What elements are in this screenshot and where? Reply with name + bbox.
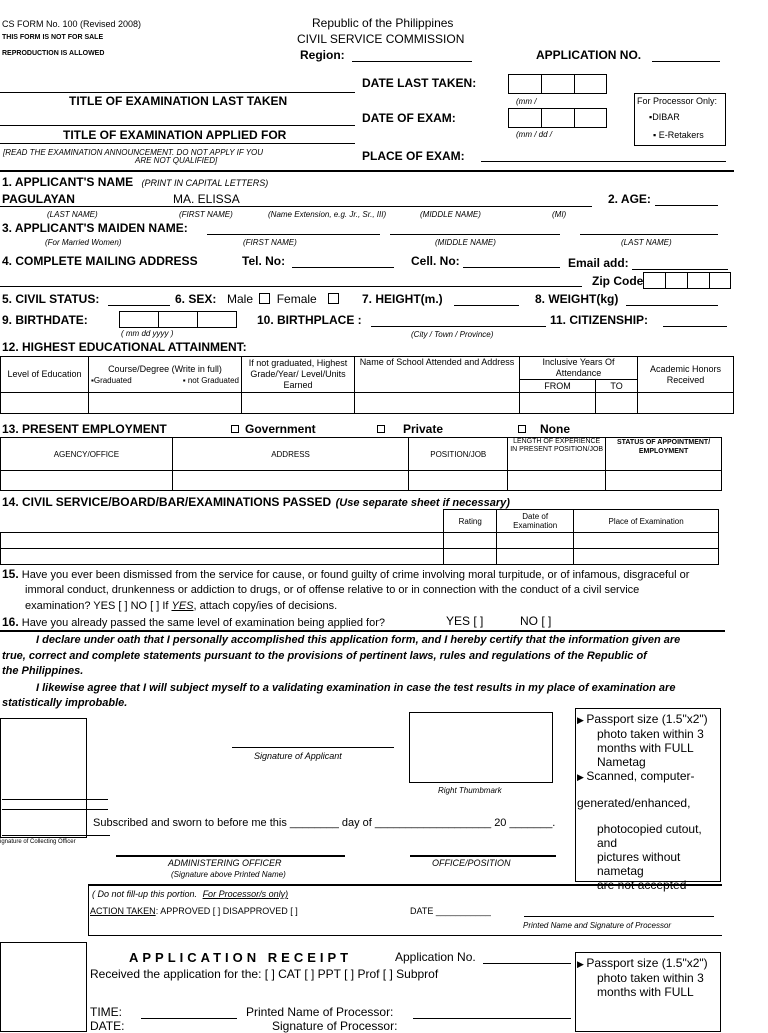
citizenship-field[interactable] [663,326,727,327]
date-last-taken-label: DATE LAST TAKEN: [362,76,477,90]
receipt-received-text[interactable]: Received the application for the: [ ] CAT [ ] PPT [ ] Prof [ ] Subprof [90,967,439,981]
declaration-line5: statistically improbable. [2,697,128,709]
processor-date-field[interactable]: DATE ___________ [410,906,491,916]
receipt-photo-line2: photo taken within 3 months with FULL [597,971,704,999]
q15-yes-emphasis: YES [171,600,194,612]
title-applied-field[interactable] [0,125,355,126]
col-agency: AGENCY/OFFICE [1,438,173,471]
government-checkbox[interactable] [231,425,239,433]
none-label: None [540,422,570,436]
triangle-right-icon: ▶ [577,772,587,782]
age-field[interactable] [655,205,718,206]
q16-text: Have you already passed the same level of examination being applied for? [21,617,385,629]
zip-code-label: Zip Code [592,274,644,288]
maiden-middle-name-field[interactable] [390,234,560,235]
office-position-line[interactable] [410,855,556,857]
birthdate-hint: ( mm dd yyyy ) [121,329,174,338]
photo-note-line3: Nametag [597,755,646,769]
sex-female-label: Female [276,292,317,306]
declaration-line2: true, correct and complete statements pursuant to the provisions of pertinent laws, rules and regulations of the Republic of [2,650,647,662]
age-label: 2. AGE: [608,192,651,206]
col-date-of-exam: Date of Examination [497,510,574,533]
middle-name-hint: (MIDDLE NAME) [420,210,481,219]
triangle-right-icon: ▶ [577,715,587,725]
col-to: TO [596,380,638,393]
col-not-graduated: If not graduated, Highest Grade/Year/ Level/Units Earned [242,357,355,393]
application-no-label: APPLICATION NO. [536,48,642,62]
not-graduated-label: not Graduated [187,375,239,385]
email-label: Email add: [568,256,629,270]
tel-field[interactable] [292,267,394,268]
name-extension-hint: (Name Extension, e.g. Jr., Sr., III) [268,210,387,219]
q16-number: 16. [2,615,19,629]
q15-line1: Have you ever been dismissed from the service for cause, or found guilty of crime involving moral turpitude, or of infamous, disgraceful or [21,569,690,581]
receipt-signature-label: Signature of Processor: [272,1019,398,1033]
col-level: Level of Education [1,357,89,393]
maiden-last-name-field[interactable] [580,234,718,235]
maiden-middle-hint: (MIDDLE NAME) [435,238,496,247]
applicant-signature-line[interactable] [232,747,394,748]
photo-instructions-box [575,708,721,882]
processor-dibar: DIBAR [652,112,680,122]
bullet-icon: ▪ [653,130,659,140]
col-from: FROM [520,380,596,393]
collecting-officer-label: ignature of Collecting Officer [0,839,76,845]
birthplace-hint: (City / Town / Province) [411,330,494,339]
table-row [1,533,719,549]
applicant-name-hint: (PRINT IN CAPITAL LETTERS) [141,178,269,188]
right-thumbmark-box[interactable] [409,712,553,783]
bullet-icon: ▪ [649,112,653,122]
declaration-line3: the Philippines. [2,665,84,677]
weight-field[interactable] [626,305,718,306]
none-checkbox[interactable] [518,425,526,433]
photo-note-line5: generated/enhanced, [577,796,691,810]
private-checkbox[interactable] [377,425,385,433]
photo-note-line7: pictures without nametag [597,850,681,878]
date-last-taken-hint: (mm / [516,97,537,106]
date-of-exam-label: DATE OF EXAM: [362,111,456,125]
region-field[interactable] [352,61,472,62]
title-last-taken-label: TITLE OF EXAMINATION LAST TAKEN [69,94,288,108]
applicant-name-label: 1. APPLICANT'S NAME [2,175,134,189]
place-of-exam-label: PLACE OF EXAM: [362,149,465,163]
cell-label: Cell. No: [411,254,460,268]
birthplace-field[interactable] [371,326,546,327]
employment-table [0,437,722,491]
weight-label: 8. WEIGHT(kg) [535,292,619,306]
processor-eretakers: E-Retakers [658,130,704,140]
processor-signature-line[interactable] [524,916,714,917]
table-row [1,393,734,414]
col-rating: Rating [444,510,497,533]
commission-heading: CIVIL SERVICE COMMISSION [297,32,465,46]
mi-hint: (MI) [552,210,567,219]
col-address: ADDRESS [172,438,409,471]
photo-note-line6: photocopied cutout, and [597,822,702,850]
q15-line2: immoral conduct, drunkenness or addiction to drugs, or of offense relative to or in connection with the conduct of a civil service [25,584,640,596]
id-photo-box-left[interactable] [0,718,87,838]
receipt-processor-name-field[interactable] [413,1018,571,1019]
citizenship-label: 11. CITIZENSHIP: [550,313,649,327]
government-label: Government [245,422,316,436]
administering-officer-line[interactable] [116,855,345,857]
graduated-label: Graduated [93,375,132,385]
sex-label: 6. SEX: [175,292,217,306]
receipt-app-no-field[interactable] [483,963,571,964]
sex-female-checkbox[interactable] [328,293,339,304]
zip-code-boxes[interactable] [643,272,731,289]
first-name-hint: (FIRST NAME) [179,210,233,219]
receipt-photo-line1: Passport size (1.5"x2") [586,956,708,970]
q15-line3: examination? YES [ ] NO [ ] If [25,600,169,612]
right-thumbmark-label: Right Thumbmark [438,786,502,795]
region-label: Region: [300,48,345,62]
col-course [89,357,242,393]
declaration-line1: I declare under oath that I personally accomplished this application form, and I hereby certify that the information given are [36,634,681,646]
date-of-exam-boxes[interactable] [508,108,607,128]
email-field[interactable] [632,269,728,270]
office-position-label: OFFICE/POSITION [432,858,511,868]
col-honors: Academic Honors Received [638,357,734,393]
for-processor-note: For Processor/s only) [202,889,289,899]
processor-only-title: For Processor Only: [637,96,718,106]
administering-officer-label: ADMINISTERING OFFICER [168,858,282,868]
education-title: 12. HIGHEST EDUCATIONAL ATTAINMENT: [2,340,247,354]
birthdate-boxes[interactable] [119,311,237,328]
bullet-icon: ▪ [91,375,94,385]
civil-status-label: 5. CIVIL STATUS: [2,292,100,306]
action-taken-options[interactable]: : APPROVED [ ] DISAPPROVED [ ] [155,906,298,916]
applicant-last-name-value[interactable]: PAGULAYAN [2,192,75,206]
tel-label: Tel. No: [242,254,286,268]
private-label: Private [403,422,444,436]
photo-note-line4: Scanned, computer- [586,769,695,783]
receipt-processor-name-label: Printed Name of Processor: [246,1005,394,1019]
cell-field[interactable] [463,267,560,268]
col-position: POSITION/JOB [409,438,508,471]
maiden-last-hint: (LAST NAME) [621,238,672,247]
date-last-taken-boxes[interactable] [508,74,607,94]
birthdate-label: 9. BIRTHDATE: [2,313,88,327]
receipt-photo-box[interactable] [0,942,87,1032]
processor-only-box [634,93,726,146]
photo-note-line1: Passport size (1.5"x2") [586,712,708,726]
birthplace-label: 10. BIRTHPLACE : [257,313,362,327]
last-name-hint: (LAST NAME) [47,210,98,219]
do-not-fill-note: ( Do not fill-up this portion. [92,889,198,899]
action-taken-label: ACTION TAKEN [90,906,156,916]
col-inclusive-years: Inclusive Years Of Attendance [520,357,638,380]
republic-heading: Republic of the Philippines [312,16,454,30]
exams-passed-title: 14. CIVIL SERVICE/BOARD/BAR/EXAMINATIONS PASSED [2,495,332,509]
employment-title: 13. PRESENT EMPLOYMENT [2,422,167,436]
table-row [1,549,719,565]
q16-no[interactable]: NO [ ] [520,614,552,628]
col-course-label: Course/Degree (Write in full) [108,363,222,374]
receipt-date-label: DATE: [90,1019,125,1033]
maiden-first-name-field[interactable] [207,234,380,235]
maiden-name-label: 3. APPLICANT'S MAIDEN NAME: [2,221,188,235]
col-status-appointment: STATUS OF APPOINTMENT/ EMPLOYMENT [606,438,722,471]
date-of-exam-hint: (mm / dd / [516,130,553,139]
read-note-line2: ARE NOT QUALIFIED] [135,156,218,165]
title-applied-label: TITLE OF EXAMINATION APPLIED FOR [63,128,287,142]
read-note-line1: [READ THE EXAMINATION ANNOUNCEMENT. DO NOT APPLY IF YOU [3,148,264,157]
mailing-address-field[interactable] [0,286,582,287]
signature-above-name-label: (Signature above Printed Name) [171,870,286,879]
education-table [0,356,734,414]
reproduction-note: REPRODUCTION IS ALLOWED [2,50,105,57]
height-label: 7. HEIGHT(m.) [362,292,443,306]
not-for-sale-note: THIS FORM IS NOT FOR SALE [2,34,104,41]
title-last-taken-field[interactable] [0,92,355,93]
applicant-first-name-value[interactable]: MA. ELISSA [173,192,240,206]
sex-male-checkbox[interactable] [259,293,270,304]
exams-passed-note: (Use separate sheet if necessary) [335,497,510,509]
q16-yes[interactable]: YES [ ] [446,614,484,628]
signature-applicant-label: Signature of Applicant [254,751,342,761]
bullet-icon: ▪ [182,375,188,385]
form-number: CS FORM No. 100 (Revised 2008) [2,19,142,29]
col-length-experience: LENGTH OF EXPERIENCE IN PRESENT POSITION/JOB [508,438,606,471]
photo-note-line2: photo taken within 3 months with FULL [597,727,704,755]
receipt-photo-instructions-box [575,952,721,1032]
civil-status-field[interactable] [108,305,170,306]
maiden-first-hint: (FIRST NAME) [243,238,297,247]
receipt-time-label: TIME: [90,1005,122,1019]
receipt-app-no-label: Application No. [395,950,476,964]
place-of-exam-field[interactable] [481,161,726,162]
application-no-field[interactable] [652,61,720,62]
mailing-address-label: 4. COMPLETE MAILING ADDRESS [2,254,198,268]
height-field[interactable] [454,305,519,306]
processor-printed-name-label: Printed Name and Signature of Processor [523,921,672,930]
col-place-of-exam: Place of Examination [574,510,719,533]
sex-male-label: Male [227,292,254,306]
q15-number: 15. [2,567,19,581]
declaration-line4: I likewise agree that I will subject myself to a validating examination in case the test results in my place of examination are [36,682,676,694]
subscribed-sworn-text: Subscribed and sworn to before me this ________ day of ___________________ 20 _______. [93,817,556,829]
married-women-hint: (For Married Women) [45,238,122,247]
table-row [1,471,722,491]
exams-passed-table [0,509,719,565]
receipt-title: APPLICATION RECEIPT [129,950,353,965]
triangle-right-icon: ▶ [577,959,587,969]
col-school: Name of School Attended and Address [355,357,520,393]
receipt-time-field[interactable] [141,1018,237,1019]
q15-line3-end: , attach copy/ies of decisions. [193,600,338,612]
